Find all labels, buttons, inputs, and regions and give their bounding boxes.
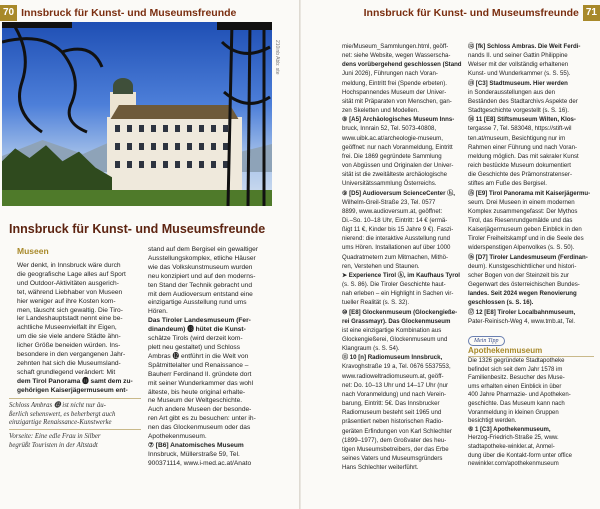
text-line: newinkler.com/apothekenmuseum (468, 461, 559, 468)
text-line: ⑧ [A5] Archäologisches Museum Inns- (342, 116, 455, 124)
text-line: widerspenstigen Alpenvolkes (s. S. 50). (468, 244, 575, 252)
caption-line: einzigartige Renaissance-Kunstwerke (9, 419, 112, 426)
text-line: geöffnet: nur nach Voranmeldung, Eintritt (342, 143, 453, 151)
text-line: nach Voranmeldung) und nach Verein- (342, 390, 447, 398)
text-line: Hören. (148, 308, 168, 316)
text-line: hier weniger auf ihre Kosten kom- (17, 297, 116, 305)
right-page-number: 71 (583, 5, 600, 21)
text-line: achtliche Museenvielfalt ihr Eigen, (17, 324, 117, 332)
text-line: ten.at/museum, Besichtigung nur im (468, 134, 566, 142)
text-line: dens vorübergehend geschlossen (Stand (342, 61, 462, 69)
text-line: einzigartige Ausstellung rund ums (148, 299, 247, 307)
text-line: ist eine einzigartige Kombination aus (342, 326, 442, 334)
text-line: net: siehe Website, wegen Wasserscha- (342, 52, 451, 60)
text-line: sität mit Präparaten von Menschen, gan- (342, 97, 452, 105)
photo-caption-ambras (9, 398, 141, 428)
text-line: men, täuscht sich gewaltig. Die Tiro- (17, 306, 123, 314)
text-line: ren, Verstehen und Staunen. (342, 262, 420, 270)
text-line: Familienbesitz. Besucher des Muse- (468, 375, 565, 382)
text-line: Welser mit der vollständig erhaltenen (468, 61, 569, 69)
left-running-title: Innsbruck für Kunst- und Museumsfreunde (21, 7, 237, 19)
text-line: nands II. und seiner Gattin Philippine (468, 52, 568, 60)
text-line: Rahmen einer Führung und nach Voran- (468, 143, 578, 151)
text-line: besondere in den vergangenen Jahr- (17, 351, 126, 359)
text-line: ⑨ [D5] Audioversum ScienceCenter ⓗ, (342, 189, 455, 197)
text-line: Di.–So. 10–18 Uhr, Eintritt: 14 € (ermä- (342, 216, 448, 224)
text-line: ⑥ 1 [C3] Apothekenmuseum, (468, 426, 551, 433)
caption-line: Schloss Ambras ⓬ ist nicht nur äu- (9, 402, 106, 409)
text-line: Voranmeldung in kleinen Gruppen (468, 409, 559, 416)
text-line: mit dem Audioversum entstand eine (148, 290, 253, 298)
text-line: die geografische Lage alles auf Sport (17, 270, 126, 278)
page-gutter (299, 0, 301, 509)
text-line: plett neu gestaltet) und Schloss (148, 343, 241, 351)
tip-box-title: Apothekenmuseum (468, 346, 594, 357)
text-line: landes. Seit 2024 wegen Renovierung (468, 290, 577, 298)
text-line: Gegenwart des österreichischen Bundes- (468, 281, 580, 289)
text-line: Kaiserjägermuseum geben Einblick in den (468, 226, 582, 234)
chapter-title: Innsbruck für Kunst- und Museumsfreunde (9, 222, 266, 236)
text-line: geschichte. Das Museum kann nach (468, 400, 565, 407)
caption-line: begrüßt Touristen in der Altstadt (9, 441, 98, 449)
text-line: tueller Realität (s. S. 32). (342, 299, 410, 307)
text-line: besichtigt werden. (468, 418, 517, 425)
text-line: ⑯ [D7] Tiroler Landesmuseum (Ferdinan- (468, 253, 588, 261)
text-line: seum. Drei Museen in einem modernen (468, 198, 575, 206)
text-line: zehnten hat sich die Museumsland- (17, 359, 121, 367)
right-page-header (360, 5, 600, 21)
text-line: (s. S. 86). Die Tiroler Geschichte haut- (342, 281, 446, 289)
text-line: ten Stand der Technik gebracht und (148, 281, 252, 289)
text-line: Quadratmetern zum Mitmachen, Mithö- (342, 253, 449, 261)
text-line: zen Skeletten und Modellen. (342, 107, 419, 115)
text-line: schaft grundlegend verändert: Mit (17, 368, 116, 376)
text-line: geräten Erfindungen von Karl Schlechter (342, 427, 452, 435)
text-line: scher Bogen von der Steinzeit bis zur (468, 271, 569, 279)
text-line: mit seiner Wunderkammer das wohl (148, 379, 254, 387)
text-line: meldung möglich. Das mit sakraler Kunst (468, 152, 579, 160)
text-line: 400 Jahre Pharmazie- und Apotheken- (468, 392, 571, 399)
text-line: ⑩ [E8] Glockenmuseum (Glockengieße- (342, 308, 458, 316)
section-heading-museen: Museen (17, 246, 49, 256)
text-line: Kravoghstraße 19 a, Tel. 0676 5537553, (342, 363, 451, 371)
text-line: Hochspannendes Museum der Univer- (342, 88, 447, 96)
text-line: net: Do. 10–13 Uhr und 14–17 Uhr (nur (342, 381, 449, 389)
text-line: Ambras ⓬ entführt in die Welt von (148, 352, 249, 360)
text-line: barung, Eintritt: 5€. Das Innsbrucker (342, 400, 440, 408)
text-line: Glockengießerei, Glockenmuseum und (342, 336, 448, 343)
text-line: frei. Die 1869 gegründete Sammlung (342, 152, 442, 160)
text-line: stand auf dem Bergisel ein gewaltiger (148, 246, 258, 253)
text-line: tergasse 7, Tel. 583048, https://stift-wil (468, 125, 572, 133)
text-line: geschlossen (s. S. 16). (468, 299, 534, 307)
text-line: befindet sich seit dem Jahr 1578 im (468, 366, 563, 373)
caption-line: Vorseite: Eine edle Frau in Silber (9, 433, 101, 440)
text-line: ren Art gibt es zu besuchen: unter ih- (148, 415, 256, 423)
text-line: Apothekenmuseum. (148, 433, 207, 441)
text-line: sität ist die zweitälteste archäologische (342, 171, 448, 179)
text-line: dinandeum) ⓭ hütet die Kunst- (148, 326, 246, 334)
text-column-1 (17, 262, 144, 396)
text-line: Radiomuseum besteht seit 1965 und (342, 409, 442, 417)
text-line: in Sonderausstellungen aus den (468, 88, 556, 96)
caption-line: ßerlich sehenswert, es beherbergt auch (9, 410, 116, 418)
text-line: Kunst- und Wunderkammer (s. S. 55). (468, 70, 571, 78)
text-line: wie das Volkskunstmuseum wurden (148, 263, 253, 271)
tip-box-apothekenmuseum (468, 336, 594, 508)
text-line: gehörigen Kaiserjägermuseum ent- (17, 386, 128, 394)
text-line: Bauherr Ferdinand II. gründete dort (148, 370, 252, 378)
text-line: ⑮ [E9] Tirol Panorama mit Kaiserjägermu- (468, 189, 591, 197)
text-line: Innsbruck, Müllerstraße 59, Tel. (148, 450, 240, 458)
right-running-title: Innsbruck für Kunst- und Museumsfreunde (363, 7, 579, 19)
text-line: präsentiert neben historischen Radio- (342, 418, 444, 426)
text-line: Klangraum (s. S. 54). (342, 345, 400, 353)
text-line: ⑬ [C3] Stadtmuseum. Hier werden (468, 79, 568, 87)
text-line: Tirol, das Riesenrundgemälde und das (468, 216, 573, 224)
text-column-3 (342, 42, 464, 472)
text-line: Pater-Reinisch-Weg 4, www.tmb.at, Tel. (468, 317, 576, 325)
text-line: tet, während Liebhaber von Museen (17, 288, 123, 296)
text-line: www.radioweltradiomuseum.at, geöff- (342, 372, 444, 380)
text-line: ⑪ 10 [n] Radiomuseum Innsbruck, (342, 354, 443, 362)
left-page-number: 70 (0, 5, 17, 21)
text-line: Auch andere Museen der besonde- (148, 406, 252, 414)
text-line: Die 1326 gegründete Stadtapotheke (468, 358, 565, 364)
text-line: stiftes am Fuße des Bergisel. (468, 180, 547, 188)
text-line: Juni 2026), Führungen nach Voran- (342, 70, 438, 78)
iron-gate-silhouette (2, 22, 272, 206)
text-line: Hans Schlechter weiterführt. (342, 464, 419, 472)
text-line: Tiroler Freiheitskampf und in die Seele des (468, 235, 584, 243)
text-line: (1899–1977), dem Großvater des heu- (342, 436, 447, 444)
text-line: ne Museum der Weltgeschichte. (148, 397, 243, 405)
text-line: ßigt 11 €, Kinder bis 15 Jahre 9 €). Faszi- (342, 226, 454, 234)
text-line: deum). Kunstgeschichtlicher und histori- (468, 262, 577, 270)
text-line: älteste, bis heute original erhalte- (148, 388, 246, 396)
text-column-2 (148, 246, 273, 469)
text-line: 8899, www.audioversum.at, geöffnet: (342, 207, 443, 215)
text-line: Ausstellungskomplex, etliche Häuser (148, 254, 256, 262)
text-line: Stadtgeschichte vorgestellt (s. S. 16). (468, 107, 569, 115)
text-line: www.uibk.ac.at/archeologie-museum, (342, 134, 443, 142)
schloss-ambras-photo (2, 22, 272, 206)
photo-credit: 210inb Abb: ste (274, 40, 280, 75)
text-line: ⑫ [fk] Schloss Ambras. Die Weit Ferdi- (468, 43, 581, 50)
left-page-header (0, 5, 240, 21)
text-line: ler Landeshauptstadt nennt eine be- (17, 315, 123, 323)
text-line: stadtapotheke-winkler.at, Anmel- (468, 443, 555, 450)
text-line: seines Vaters und Museumsgründers (342, 455, 443, 463)
text-line: ums Hören. Installationen auf über 1000 (342, 244, 451, 252)
text-line: Komplex zusammengefasst: Der Mythos (468, 207, 578, 215)
text-line: nen das Glockenmuseum oder das (148, 424, 251, 432)
text-line: Herzog-Friedrich-Straße 25, www. (468, 435, 559, 442)
text-line: dung über die Kontakt-form unter office (468, 452, 572, 459)
photo-caption-previous-page (9, 429, 141, 450)
text-line: schätze Tirols (wird derzeit kom- (148, 335, 243, 343)
text-line: bruck, Innrain 52, Tel. 5073-40808, (342, 125, 437, 133)
text-line: nah erleben – ein Highlight in Sachen vir- (342, 290, 454, 298)
text-line: reich bestückte Museum dokumentiert (468, 162, 571, 170)
text-line: ⑦ [B6] Anatomisches Museum (148, 441, 244, 449)
text-line: Das Tiroler Landesmuseum (Fer- (148, 317, 251, 325)
text-line: mie/Museum_Sammlungen.html, geöff- (342, 43, 449, 50)
text-line: dem Tirol Panorama ⓫ samt dem zu- (17, 377, 133, 385)
text-line: ums erhalten einen Einblick in über (468, 383, 562, 390)
mein-tipp-badge: Mein Tipp (468, 336, 505, 346)
text-line: 900371114, www.i-med.ac.at/Anato (148, 459, 252, 467)
text-line: und Outdoor-Aktivitäten ausgerich- (17, 279, 119, 287)
text-line: rei Grassmayr). Das Glockenmuseum (342, 317, 451, 325)
text-line: ⑰ 12 [E8] Tiroler Localbahnmuseum, (468, 308, 576, 316)
text-line: Wer denkt, in Innsbruck wäre durch (17, 262, 121, 269)
text-line: Spätmittelalter und Renaissance – (148, 361, 249, 369)
text-line: licher Größe beneiden würden. Ins- (17, 342, 121, 350)
text-line: Universitätssammlung Österreichs. (342, 180, 437, 188)
text-line: von Abgüssen und Originalen der Univer- (342, 162, 454, 170)
text-line: meldung, Eintritt frei (Spende erbeten). (342, 79, 448, 87)
text-line: ⑭ 11 [E8] Stiftsmuseum Wilten, Klos- (468, 116, 576, 124)
text-line: nierend: die interaktive Ausstellung rund (342, 235, 451, 243)
text-line: um die sie viele andere Städte ähn- (17, 333, 121, 341)
text-line: ➤ Experience Tirol ⓗ, im Kaufhaus Tyrol (342, 271, 460, 279)
text-line: tigen Museumsbetreibers, der das Erbe (342, 445, 449, 453)
text-line: Beständen des Stadtarchivs Aspekte der (468, 97, 578, 105)
text-line: neu konzipiert und auf den moderns- (148, 272, 256, 280)
text-line: die Geschichte des Prämonstratenser- (468, 171, 572, 179)
text-column-4 (468, 42, 596, 326)
text-line: Wilhelm-Greil-Straße 23, Tel. 0577 (342, 198, 436, 206)
